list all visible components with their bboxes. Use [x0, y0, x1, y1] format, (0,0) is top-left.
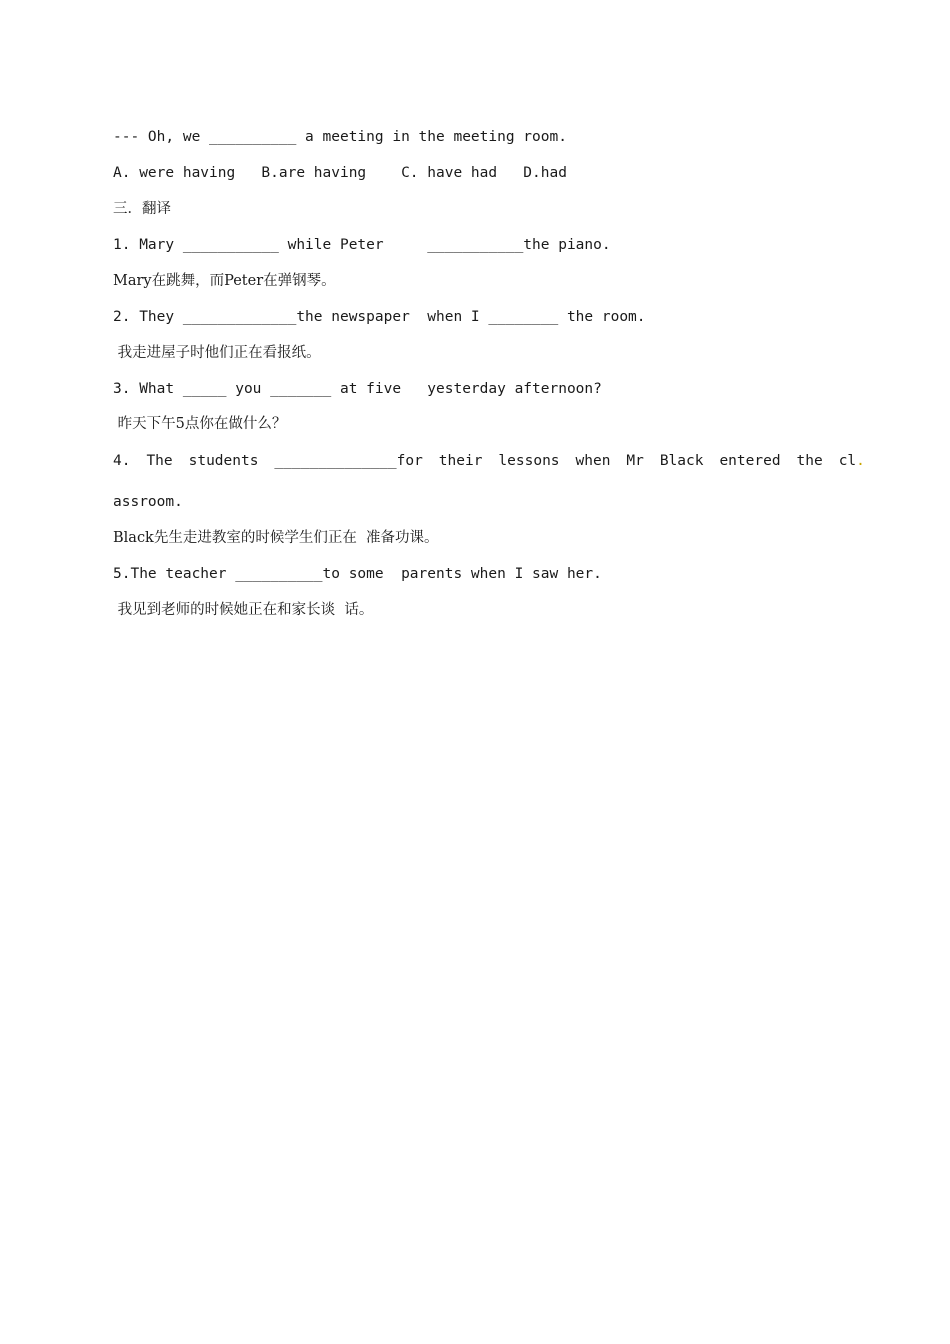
question-2: 2. They _____________the newspaper when I ________ the room.: [113, 309, 646, 325]
question-4: [113, 451, 865, 471]
word: Mr: [626, 453, 644, 469]
dialogue-answer-line: --- Oh, we __________ a meeting in the meeting room.: [113, 129, 567, 145]
word: students: [188, 453, 259, 469]
word: The: [146, 453, 173, 469]
word: ______________for: [274, 453, 423, 469]
word: 4.: [113, 453, 131, 469]
word: when: [575, 453, 611, 469]
question-5: 5.The teacher __________to some parents when I saw her.: [113, 566, 602, 582]
word-fragment: cl: [838, 453, 857, 469]
word: entered: [719, 453, 781, 469]
word: Black: [659, 453, 704, 469]
question-1-chinese: Mary在跳舞，而Peter在弹钢琴。: [113, 273, 336, 289]
question-5-chinese: 我见到老师的时候她正在和家长谈 话。: [113, 602, 374, 618]
question-3-chinese: 昨天下午5点你在做什么？: [113, 416, 287, 432]
question-1: 1. Mary ___________ while Peter ___________the piano.: [113, 237, 611, 253]
word: their: [438, 453, 483, 469]
word: the: [796, 453, 823, 469]
section-heading-translation: 三．翻译: [113, 201, 171, 217]
word: [839, 451, 865, 471]
yellow-dot-mark: .: [856, 453, 865, 469]
question-4-continued: assroom.: [113, 494, 183, 510]
question-4-chinese: Black先生走进教室的时候学生们正在 准备功课。: [113, 530, 439, 546]
answer-options: A. were having B.are having C. have had D.had: [113, 165, 567, 181]
question-2-chinese: 我走进屋子时他们正在看报纸。: [113, 345, 321, 361]
question-3: 3. What _____ you _______ at five yesterday afternoon?: [113, 381, 602, 397]
word: lessons: [498, 453, 560, 469]
